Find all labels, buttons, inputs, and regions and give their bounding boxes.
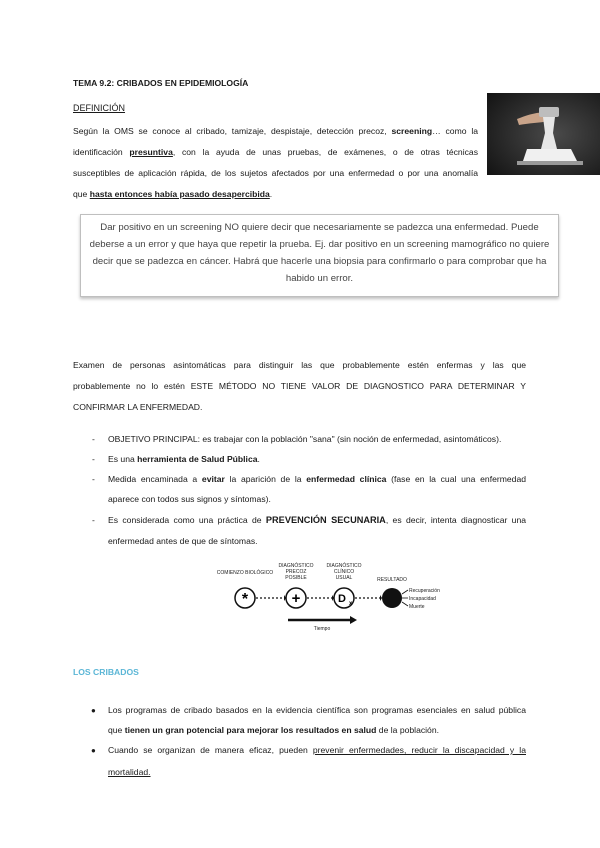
diagram-label: RESULTADO (377, 577, 407, 583)
asterisk-icon: * (241, 591, 249, 608)
natural-history-diagram (210, 560, 440, 632)
exam-line: CONFIRMAR LA ENFERMEDAD. (73, 402, 203, 412)
bullet-text: enfermedad antes de que de síntomas. (108, 536, 258, 546)
bullet-text: Es considerada como una práctica de PREVENCIÓN SECUNARIA, es decir, intenta diagnosticar una (108, 515, 527, 525)
bullet-text: aparece con todos sus signos y síntomas). (108, 494, 271, 504)
point-text: Los programas de cribado basados en la evidencia científica son programas esenciales en salud pública (108, 705, 526, 715)
section-heading: LOS CRIBADOS (73, 667, 139, 677)
bullet-text: OBJETIVO PRINCIPAL: es trabajar con la población "sana" (sin noción de enfermedad, asintomáticos). (108, 434, 502, 444)
bullet-text: Medida encaminada a evitar la aparición de la enfermedad clínica (fase en la cual una enfermedad (108, 474, 527, 484)
plus-icon: + (291, 590, 301, 607)
definition-line: Según la OMS se conoce al cribado, tamizaje, despistaje, detección precoz, screening… como la (73, 126, 479, 136)
time-arrow-head (350, 616, 357, 624)
dash-bullet: - (92, 454, 95, 464)
dot-bullet: ● (91, 706, 96, 715)
callout-text: Dar positivo en un screening NO quiere decir que necesariamente se padezca una enfermedad. Puede deberse a un error y que haya que repetir la prueba. Ej. dar positivo en un screening mamográfico no quiere decir que se padezca en cáncer. Habrá que hacerle una biopsia para confirmarlo o para comprobar que ha habido un error. (89, 222, 550, 284)
time-label: Tiempo (313, 626, 331, 632)
diagram-label: DIAGNÓSTICO (326, 563, 362, 569)
dash-bullet: - (92, 434, 95, 444)
diagram-label: USUAL (335, 575, 353, 581)
outcome-label: Muerte (409, 604, 425, 610)
outcome-label: Incapacidad (409, 596, 436, 602)
page-title: TEMA 9.2: CRIBADOS EN EPIDEMIOLOGÍA (73, 78, 249, 88)
bullet-text: Es una herramienta de Salud Pública. (108, 454, 260, 464)
point-text: que tienen un gran potencial para mejorar los resultados en salud de la población. (108, 725, 439, 735)
point-text: Cuando se organizan de manera eficaz, pueden prevenir enfermedades, reducir la discapacidad y la (108, 745, 526, 755)
diagnosis-icon: D (338, 593, 346, 605)
dot-bullet: ● (91, 746, 96, 755)
diagram-label: DIAGNÓSTICO (278, 563, 314, 569)
diagram-label: CLÍNICO (333, 569, 355, 575)
exam-line: Examen de personas asintomáticas para distinguir las que probablemente estén enfermas y las que (73, 360, 526, 370)
definition-line: identificación presuntiva, con la ayuda de unas pruebas, de exámenes, o de otras técnicas (73, 147, 478, 157)
point-text: mortalidad. (108, 767, 151, 777)
definition-line: que hasta entonces había pasado desapercibida. (73, 189, 273, 199)
outcome-label: Recuperación (409, 588, 440, 594)
dash-bullet: - (92, 515, 95, 525)
diagram-label: POSIBLE (285, 575, 307, 581)
definition-heading: DEFINICIÓN (73, 103, 126, 113)
outcome-node (382, 588, 402, 608)
hourglass-photo (487, 93, 600, 175)
diagram-label: COMIENZO BIOLÓGICO (216, 570, 274, 576)
exam-line: probablemente no lo estén ESTE MÉTODO NO TIENE VALOR DE DIAGNOSTICO PARA DETERMINAR Y (73, 381, 526, 391)
dash-bullet: - (92, 474, 95, 484)
diagnosis-subscript: x (349, 601, 353, 607)
diagram-label: PRECOZ (285, 569, 307, 575)
definition-line: susceptibles de aplicación rápida, de los sujetos afectados por una enfermedad o por una anomalía (73, 168, 478, 178)
